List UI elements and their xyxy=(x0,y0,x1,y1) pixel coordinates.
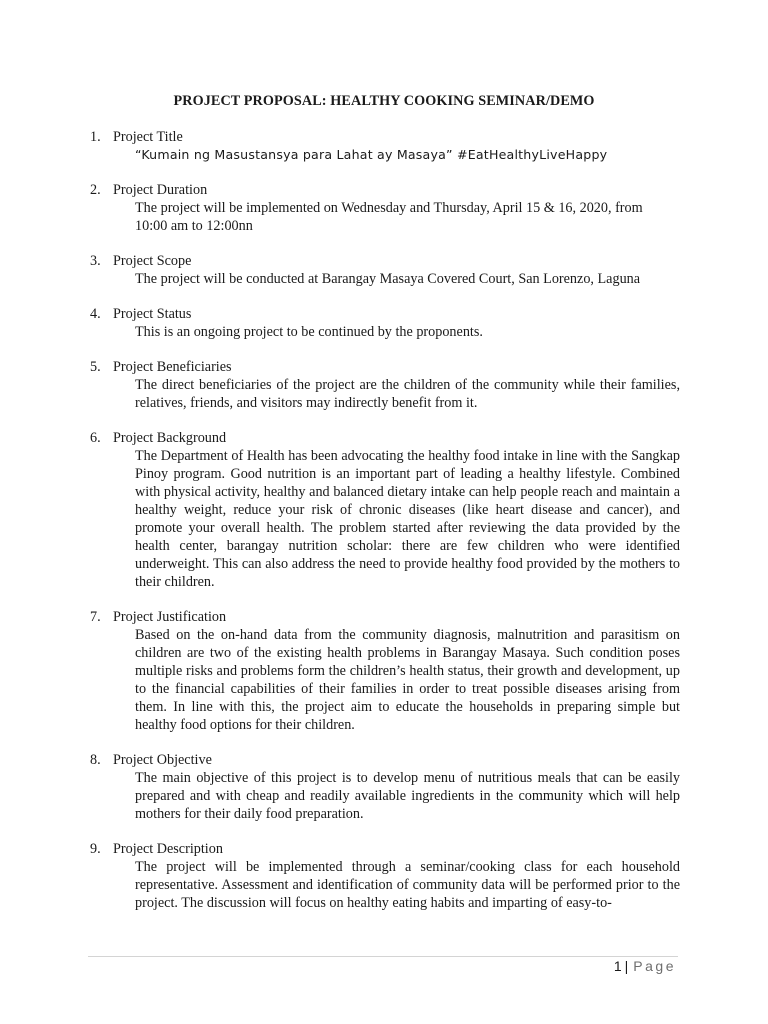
section-number: 6. xyxy=(90,430,101,446)
section-text: The project will be implemented through a seminar/cooking class for each household representative. Assessment and identification of community data will be performed prior to the project. The discussion will focus on healthy eating habits and imparting of easy-to- xyxy=(135,859,680,911)
section-project-beneficiaries xyxy=(90,358,680,412)
page-label: Page xyxy=(633,958,676,974)
section-text: Based on the on-hand data from the community diagnosis, malnutrition and parasitism on children are two of the existing health problems in Barangay Masaya. Such condition poses multiple risks and problems form the children’s health status, their growth and development, up to the financial capabilities of their families in order to treat possible diseases arising from them. In line with this, the project aim to educate the households in preparing simple but healthy food options for their children. xyxy=(135,627,680,733)
section-text: The project will be implemented on Wednesday and Thursday, April 15 & 16, 2020, from 10:00 am to 12:00nn xyxy=(135,200,643,234)
section-number: 2. xyxy=(90,182,101,198)
section-number: 4. xyxy=(90,306,101,322)
section-text: “Kumain ng Masustansya para Lahat ay Masaya” #EatHealthyLiveHappy xyxy=(135,147,608,162)
section-list xyxy=(90,128,680,929)
section-number: 1. xyxy=(90,129,101,145)
section-text: The Department of Health has been advocating the healthy food intake in line with the Sangkap Pinoy program. Good nutrition is an important part of leading a healthy lifestyle. Combined with physical activity, healthy and balanced dietary intake can help people reach and maintain a healthy weight, reduce your risk of chronic diseases (like heart disease and cancer), and promote your overall health. The problem started after reviewing the data provided by the health center, barangay nutrition scholar: there are few children who were identified underweight. This can also address the need to provide healthy food provided by the mothers to their children. xyxy=(135,448,680,590)
footer-divider xyxy=(88,956,678,957)
section-number: 7. xyxy=(90,609,101,625)
section-heading: Project Duration xyxy=(113,182,208,198)
section-heading: Project Beneficiaries xyxy=(113,359,232,375)
page-number: 1 xyxy=(613,958,622,974)
section-project-status xyxy=(90,305,680,341)
section-heading: Project Title xyxy=(113,129,183,145)
section-heading: Project Objective xyxy=(113,752,212,768)
section-project-description xyxy=(90,840,680,912)
section-number: 9. xyxy=(90,841,101,857)
section-text: This is an ongoing project to be continued by the proponents. xyxy=(135,324,483,340)
section-project-background xyxy=(90,429,680,591)
section-project-justification xyxy=(90,608,680,734)
section-heading: Project Status xyxy=(113,306,192,322)
section-project-objective xyxy=(90,751,680,823)
section-text: The main objective of this project is to develop menu of nutritious meals that can be easily prepared and with cheap and readily available ingredients in the community which will help mothers for their daily food preparation. xyxy=(135,770,680,822)
section-heading: Project Justification xyxy=(113,609,227,625)
section-heading: Project Scope xyxy=(113,253,192,269)
document-title: PROJECT PROPOSAL: HEALTHY COOKING SEMINAR/DEMO xyxy=(173,93,595,109)
section-project-duration xyxy=(90,181,680,235)
section-text: The direct beneficiaries of the project are the children of the community while their families, relatives, friends, and visitors may indirectly benefit from it. xyxy=(135,377,680,411)
section-number: 8. xyxy=(90,752,101,768)
section-number: 3. xyxy=(90,253,101,269)
page-footer xyxy=(614,958,676,974)
section-heading: Project Background xyxy=(113,430,227,446)
section-project-scope xyxy=(90,252,680,288)
section-text: The project will be conducted at Barangay Masaya Covered Court, San Lorenzo, Laguna xyxy=(135,271,641,287)
section-number: 5. xyxy=(90,359,101,375)
section-project-title xyxy=(90,128,680,164)
section-heading: Project Description xyxy=(113,841,223,857)
footer-separator: | xyxy=(624,958,629,974)
